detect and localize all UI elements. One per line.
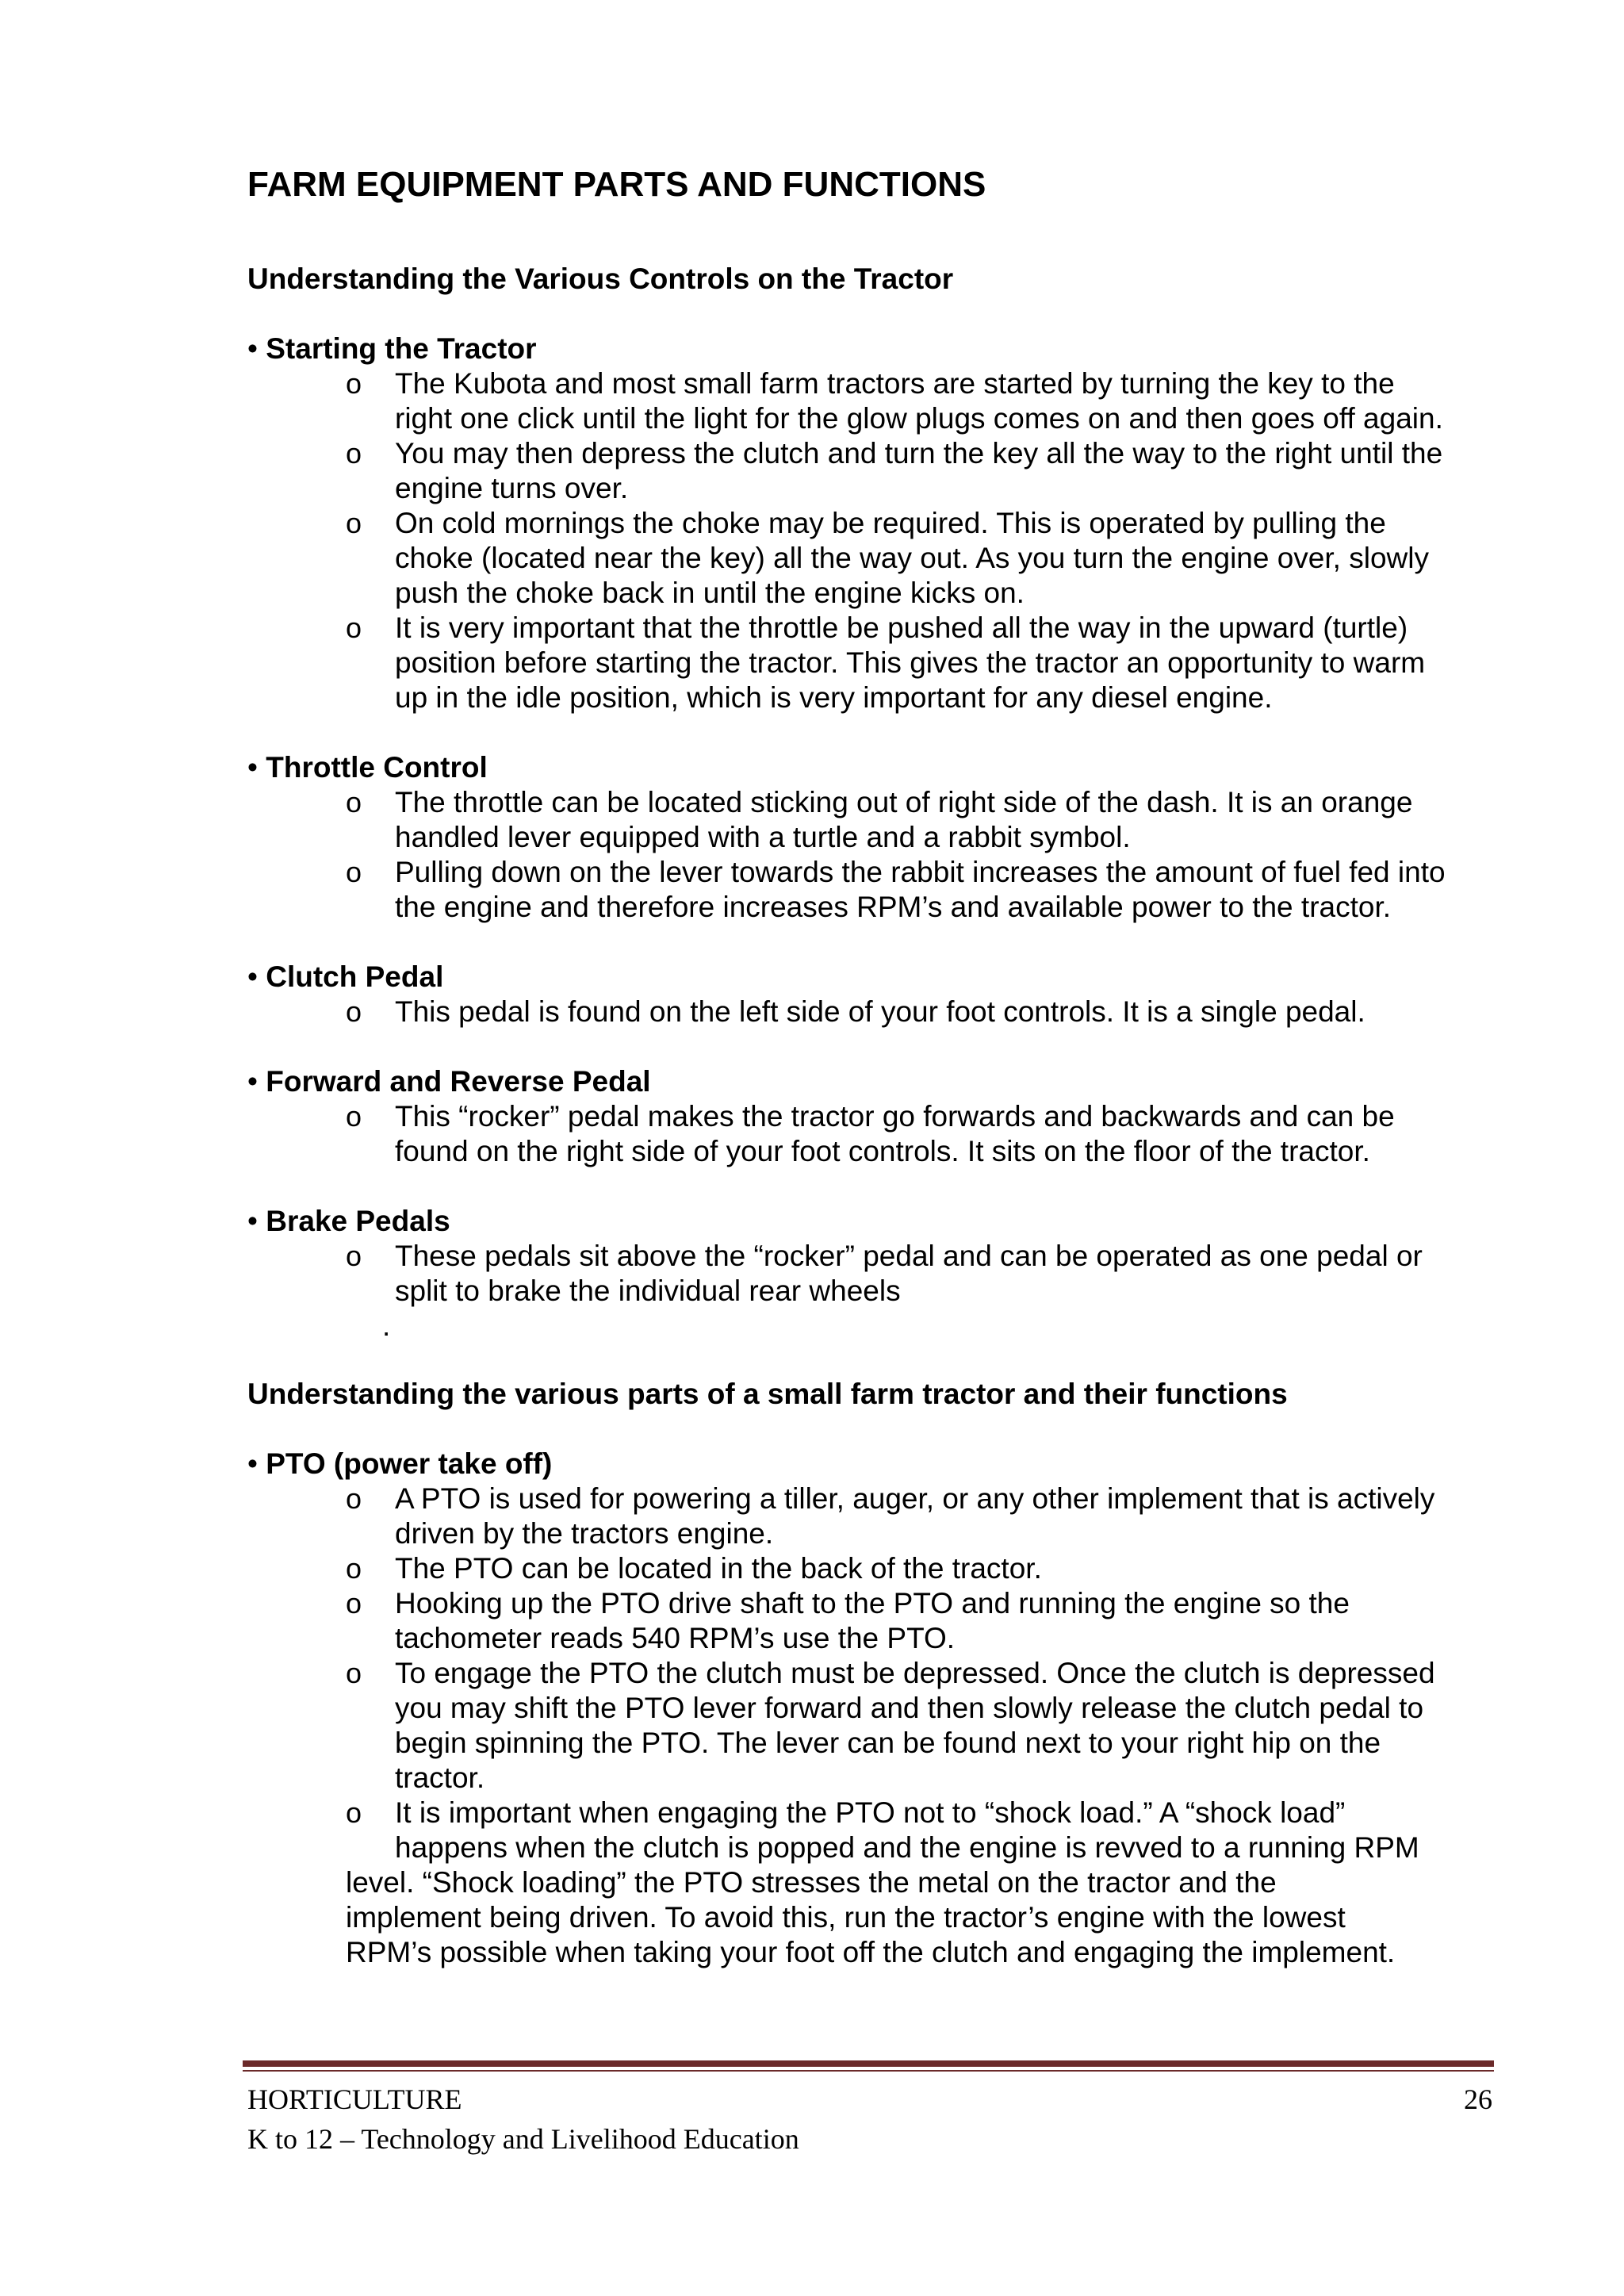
sub-item-line: push the choke back in until the engine kicks on. — [395, 577, 1025, 609]
sub-item-line: It is very important that the throttle be pushed all the way in the upward (turtle) — [395, 611, 1408, 644]
sub-item-line: The throttle can be located sticking out of right side of the dash. It is an orange — [395, 786, 1413, 818]
sub-item-line: You may then depress the clutch and turn the key all the way to the right until the — [395, 437, 1443, 470]
sub-item-line: right one click until the light for the glow plugs comes on and then goes off again. — [395, 402, 1443, 435]
sub-item-line: split to brake the individual rear wheels — [395, 1274, 901, 1307]
bullet-label: PTO (power take off) — [266, 1447, 553, 1480]
sub-item-line: These pedals sit above the “rocker” pedal and can be operated as one pedal or — [395, 1240, 1423, 1272]
continuation-line: implement being driven. To avoid this, run the tractor’s engine with the lowest — [346, 1901, 1346, 1934]
bullet-label: Starting the Tractor — [266, 332, 537, 365]
sub-bullet-symbol: o — [346, 1657, 362, 1689]
sub-item-line: handled lever equipped with a turtle and a rabbit symbol. — [395, 821, 1131, 853]
bullet-symbol: • — [247, 1447, 258, 1480]
stray-period: . — [382, 1309, 391, 1342]
footer-rule-thin — [243, 2070, 1494, 2072]
sub-bullet-symbol: o — [346, 1482, 362, 1515]
sub-bullet-symbol: o — [346, 856, 362, 888]
bullet-item-pto — [247, 1447, 1484, 1481]
footer-text — [247, 2079, 799, 2159]
sub-bullet-symbol: o — [346, 1796, 362, 1829]
pto-sub-list — [247, 1481, 1484, 1865]
sub-item-line: found on the right side of your foot controls. It sits on the floor of the tractor. — [395, 1135, 1370, 1167]
footer-program: K to 12 – Technology and Livelihood Education — [247, 2123, 799, 2155]
sub-item — [247, 506, 1484, 611]
bullet-item — [247, 960, 1484, 995]
sub-bullet-symbol: o — [346, 507, 362, 539]
sub-bullet-symbol: o — [346, 1552, 362, 1585]
sub-item — [247, 1099, 1484, 1169]
sub-item-line: driven by the tractors engine. — [395, 1517, 774, 1550]
sub-item — [247, 1481, 1484, 1551]
footer-subject: HORTICULTURE — [247, 2083, 462, 2115]
sub-item-line: up in the idle position, which is very important for any diesel engine. — [395, 681, 1273, 714]
sub-item-line: To engage the PTO the clutch must be depressed. Once the clutch is depressed — [395, 1657, 1435, 1689]
bullet-symbol: • — [247, 960, 258, 993]
sub-bullet-symbol: o — [346, 786, 362, 818]
sub-bullet-symbol: o — [346, 437, 362, 470]
pto-continuation — [247, 1865, 1484, 1970]
sub-item — [247, 436, 1484, 506]
sub-item — [247, 785, 1484, 855]
bullet-symbol: • — [247, 751, 258, 784]
sub-item-line: On cold mornings the choke may be required. This is operated by pulling the — [395, 507, 1386, 539]
sub-item-line: you may shift the PTO lever forward and then slowly release the clutch pedal to — [395, 1692, 1424, 1724]
sub-item-line: position before starting the tractor. This gives the tractor an opportunity to warm — [395, 646, 1426, 679]
controls-list — [247, 332, 1484, 1309]
section-heading-parts: Understanding the various parts of a small farm tractor and their functions — [247, 1378, 1288, 1410]
sub-bullet-symbol: o — [346, 367, 362, 400]
spacer — [247, 925, 1484, 960]
sub-item-line: This pedal is found on the left side of your foot controls. It is a single pedal. — [395, 995, 1365, 1028]
sub-item-line: This “rocker” pedal makes the tractor go forwards and backwards and can be — [395, 1100, 1395, 1133]
sub-item — [247, 611, 1484, 715]
sub-item-line: choke (located near the key) all the way out. As you turn the engine over, slowly — [395, 542, 1429, 574]
spacer — [247, 1029, 1484, 1064]
sub-item — [247, 855, 1484, 925]
bullet-symbol: • — [247, 1205, 258, 1237]
section-heading-controls: Understanding the Various Controls on the Tractor — [247, 263, 954, 295]
bullet-symbol: • — [247, 1065, 258, 1098]
sub-bullet-symbol: o — [346, 1240, 362, 1272]
sub-bullet-symbol: o — [346, 1587, 362, 1619]
sub-item — [247, 1239, 1484, 1309]
sub-item-line: The PTO can be located in the back of the tractor. — [395, 1552, 1042, 1585]
bullet-label: Brake Pedals — [266, 1205, 450, 1237]
sub-item-line: It is important when engaging the PTO not to “shock load.” A “shock load” — [395, 1796, 1346, 1829]
spacer — [247, 1169, 1484, 1204]
sub-item — [247, 995, 1484, 1029]
page-content — [247, 262, 1484, 1970]
sub-item-line: tachometer reads 540 RPM’s use the PTO. — [395, 1622, 956, 1654]
bullet-label: Forward and Reverse Pedal — [266, 1065, 651, 1098]
sub-item-line: engine turns over. — [395, 472, 629, 504]
sub-item-line: The Kubota and most small farm tractors are started by turning the key to the — [395, 367, 1395, 400]
sub-item — [247, 1551, 1484, 1586]
sub-bullet-symbol: o — [346, 1100, 362, 1133]
bullet-symbol: • — [247, 332, 258, 365]
sub-item — [247, 366, 1484, 436]
bullet-item — [247, 750, 1484, 785]
bullet-item — [247, 1204, 1484, 1239]
sub-item-line: A PTO is used for powering a tiller, auger, or any other implement that is actively — [395, 1482, 1435, 1515]
footer-rule-thick — [243, 2060, 1494, 2067]
bullet-item — [247, 1064, 1484, 1099]
bullet-label: Clutch Pedal — [266, 960, 444, 993]
sub-item-line: the engine and therefore increases RPM’s and available power to the tractor. — [395, 891, 1392, 923]
bullet-item — [247, 332, 1484, 366]
continuation-line: level. “Shock loading” the PTO stresses the metal on the tractor and the — [346, 1866, 1277, 1899]
sub-item — [247, 1586, 1484, 1656]
page-title: FARM EQUIPMENT PARTS AND FUNCTIONS — [247, 165, 986, 204]
sub-bullet-symbol: o — [346, 611, 362, 644]
sub-item — [247, 1796, 1484, 1865]
sub-item — [247, 1656, 1484, 1796]
sub-item-line: tractor. — [395, 1761, 485, 1794]
sub-bullet-symbol: o — [346, 995, 362, 1028]
continuation-line: RPM’s possible when taking your foot off the clutch and engaging the implement. — [346, 1936, 1396, 1968]
bullet-label: Throttle Control — [266, 751, 488, 784]
sub-item-line: happens when the clutch is popped and the engine is revved to a running RPM — [395, 1831, 1419, 1864]
sub-item-line: begin spinning the PTO. The lever can be found next to your right hip on the — [395, 1727, 1381, 1759]
sub-item-line: Hooking up the PTO drive shaft to the PTO and running the engine so the — [395, 1587, 1350, 1619]
sub-item-line: Pulling down on the lever towards the rabbit increases the amount of fuel fed into — [395, 856, 1446, 888]
page-number: 26 — [1464, 2083, 1492, 2115]
spacer — [247, 715, 1484, 750]
